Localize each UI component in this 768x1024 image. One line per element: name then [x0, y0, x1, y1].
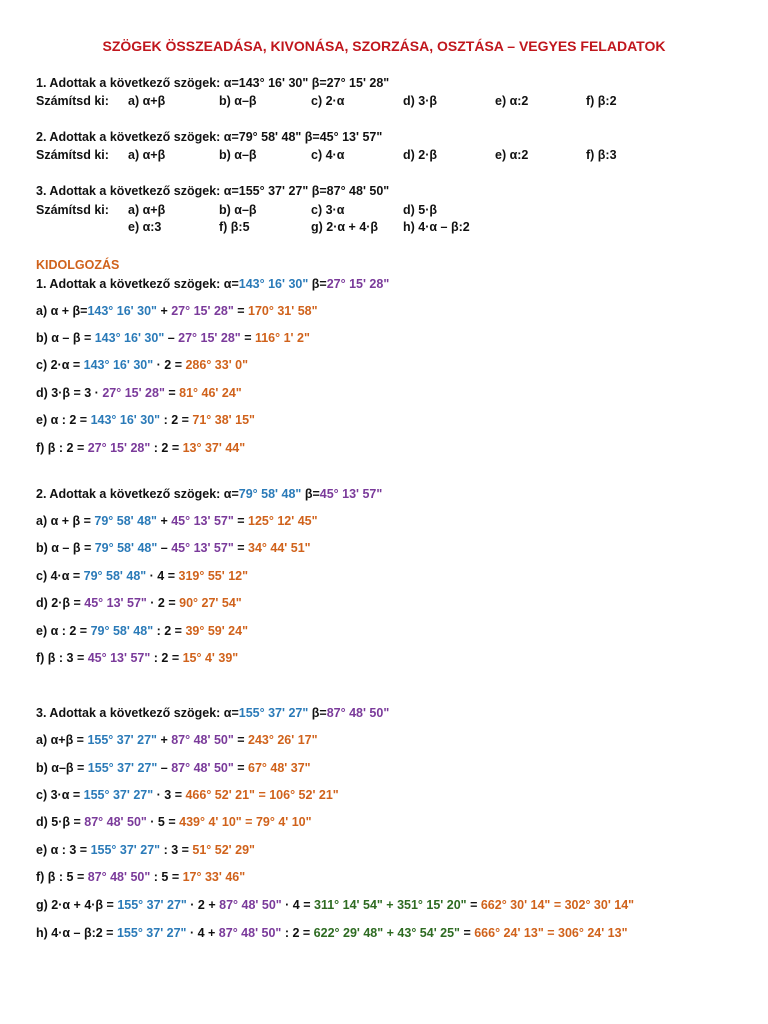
- solution-line: [36, 761, 311, 775]
- solution-line: [36, 815, 312, 829]
- operator-text: · 4 =: [146, 569, 179, 583]
- result-value: 243° 26' 17": [248, 733, 318, 747]
- task-1-item-c: c) 2·α: [311, 94, 345, 108]
- operator-text: · 2 +: [186, 898, 220, 912]
- task-3-label: Számítsd ki:: [36, 203, 109, 217]
- operator-text: =: [164, 386, 180, 400]
- operator-text: : 2 =: [150, 441, 183, 455]
- result-value: 666° 24' 13" = 306° 24' 13": [474, 926, 628, 940]
- operator-text: c) 4·α =: [36, 569, 84, 583]
- result-value: 39° 59' 24": [185, 624, 249, 638]
- beta-value: 27° 15' 28": [178, 331, 241, 345]
- operator-text: · 4 +: [186, 926, 219, 940]
- solution-line: [36, 413, 255, 427]
- operator-text: : 5 =: [150, 870, 183, 884]
- solution-3-beta-label: β=: [308, 706, 327, 720]
- solution-3-given: [36, 706, 389, 720]
- solution-line: [36, 843, 255, 857]
- solution-2-beta-label: β=: [301, 487, 320, 501]
- operator-text: · 2 =: [153, 358, 186, 372]
- alpha-value: 155° 37' 27": [87, 761, 158, 775]
- solution-1-intro: 1. Adottak a következő szögek: α=: [36, 277, 239, 291]
- solution-2-beta: 45° 13' 57": [319, 487, 383, 501]
- solution-1-beta: 27° 15' 28": [326, 277, 390, 291]
- task-1-subtasks: [36, 94, 736, 110]
- task-3-subtasks-row2: [36, 220, 736, 236]
- operator-text: : 2 =: [160, 413, 193, 427]
- task-2-item-a: a) α+β: [128, 148, 166, 162]
- solution-line: [36, 514, 318, 528]
- operator-text: : 3 =: [160, 843, 193, 857]
- alpha-value: 143° 16' 30": [83, 358, 154, 372]
- beta-value: 27° 15' 28": [171, 304, 234, 318]
- intermediate-value: 622° 29' 48" + 43° 54' 25": [313, 926, 460, 940]
- operator-text: : 2 =: [150, 651, 183, 665]
- alpha-value: 155° 37' 27": [87, 733, 157, 747]
- operator-text: b) α – β =: [36, 541, 95, 555]
- operator-text: =: [240, 331, 255, 345]
- operator-text: g) 2·α + 4·β =: [36, 898, 118, 912]
- operator-text: =: [233, 541, 249, 555]
- operator-text: –: [157, 761, 172, 775]
- result-value: 116° 1' 2": [254, 331, 310, 345]
- solution-2-given: [36, 487, 382, 501]
- solution-2-intro: 2. Adottak a következő szögek: α=: [36, 487, 239, 501]
- intermediate-value: 311° 14' 54" + 351° 15' 20": [314, 898, 467, 912]
- operator-text: h) 4·α – β:2 =: [36, 926, 117, 940]
- alpha-value: 79° 58' 48": [83, 569, 147, 583]
- operator-text: –: [157, 541, 172, 555]
- result-value: 662° 30' 14" = 302° 30' 14": [480, 898, 635, 912]
- operator-text: b) α–β =: [36, 761, 88, 775]
- solution-line: [36, 386, 242, 400]
- result-value: 71° 38' 15": [192, 413, 255, 427]
- alpha-value: 155° 37' 27": [83, 788, 154, 802]
- operator-text: d) 3·β = 3 ·: [36, 386, 103, 400]
- solution-line: [36, 331, 310, 345]
- alpha-value: 79° 58' 48": [94, 541, 158, 555]
- task-2-subtasks: [36, 148, 736, 164]
- result-value: 90° 27' 54": [179, 596, 242, 610]
- alpha-value: 143° 16' 30": [87, 304, 157, 318]
- task-3-item-a: a) α+β: [128, 203, 166, 217]
- solution-line: [36, 624, 248, 638]
- task-1-item-e: e) α:2: [495, 94, 529, 108]
- task-1-label: Számítsd ki:: [36, 94, 109, 108]
- task-3-item-g: g) 2·α + 4·β: [311, 220, 379, 234]
- result-value: 34° 44' 51": [248, 541, 311, 555]
- operator-text: =: [233, 733, 249, 747]
- operator-text: · 3 =: [153, 788, 186, 802]
- operator-text: =: [233, 761, 249, 775]
- task-1-given: 1. Adottak a következő szögek: α=143° 16' 30" β=27° 15' 28": [36, 76, 390, 90]
- operator-text: c) 3·α =: [36, 788, 84, 802]
- task-2-item-d: d) 2·β: [403, 148, 438, 162]
- operator-text: a) α+β =: [36, 733, 88, 747]
- result-value: 170° 31' 58": [248, 304, 318, 318]
- operator-text: e) α : 2 =: [36, 624, 91, 638]
- result-value: 466° 52' 21" = 106° 52' 21": [185, 788, 339, 802]
- operator-text: · 4 =: [281, 898, 315, 912]
- task-2-item-e: e) α:2: [495, 148, 529, 162]
- beta-value: 45° 13' 57": [87, 651, 151, 665]
- solution-line: [36, 569, 248, 583]
- operator-text: f) β : 2 =: [36, 441, 88, 455]
- beta-value: 87° 48' 50": [87, 870, 151, 884]
- operator-text: b) α – β =: [36, 331, 95, 345]
- operator-text: =: [459, 926, 475, 940]
- operator-text: : 2 =: [281, 926, 314, 940]
- operator-text: · 5 =: [146, 815, 180, 829]
- task-3-item-h: h) 4·α – β:2: [403, 220, 470, 234]
- beta-value: 45° 13' 57": [84, 596, 147, 610]
- task-2-item-f: f) β:3: [586, 148, 617, 162]
- solution-line: [36, 596, 242, 610]
- result-value: 15° 4' 39": [182, 651, 239, 665]
- task-3-item-f: f) β:5: [219, 220, 250, 234]
- result-value: 439° 4' 10" = 79° 4' 10": [179, 815, 312, 829]
- task-2-label: Számítsd ki:: [36, 148, 109, 162]
- alpha-value: 143° 16' 30": [90, 413, 161, 427]
- solution-line: [36, 926, 628, 940]
- task-3-item-c: c) 3·α: [311, 203, 345, 217]
- beta-value: 27° 15' 28": [102, 386, 165, 400]
- beta-value: 27° 15' 28": [87, 441, 151, 455]
- task-1-item-b: b) α–β: [219, 94, 257, 108]
- operator-text: : 2 =: [153, 624, 186, 638]
- alpha-value: 155° 37' 27": [90, 843, 161, 857]
- beta-value: 87° 48' 50": [219, 898, 282, 912]
- result-value: 81° 46' 24": [179, 386, 242, 400]
- solution-line: [36, 651, 238, 665]
- result-value: 286° 33' 0": [185, 358, 249, 372]
- operator-text: d) 5·β =: [36, 815, 85, 829]
- solution-line: [36, 788, 339, 802]
- alpha-value: 79° 58' 48": [94, 514, 157, 528]
- alpha-value: 143° 16' 30": [94, 331, 165, 345]
- solution-1-alpha: 143° 16' 30": [238, 277, 309, 291]
- task-1-item-f: f) β:2: [586, 94, 617, 108]
- solution-1-given: [36, 277, 389, 291]
- alpha-value: 155° 37' 27": [117, 898, 187, 912]
- solution-line: [36, 304, 318, 318]
- beta-value: 87° 48' 50": [171, 733, 234, 747]
- task-2-given: 2. Adottak a következő szögek: α=79° 58' 48" β=45° 13' 57": [36, 130, 383, 144]
- operator-text: –: [164, 331, 179, 345]
- task-3-subtasks: [36, 203, 736, 219]
- operator-text: f) β : 5 =: [36, 870, 88, 884]
- solution-line: [36, 541, 311, 555]
- task-3-given: 3. Adottak a következő szögek: α=155° 37' 27" β=87° 48' 50": [36, 184, 390, 198]
- task-2-item-c: c) 4·α: [311, 148, 345, 162]
- result-value: 13° 37' 44": [182, 441, 246, 455]
- solution-line: [36, 733, 318, 747]
- task-1-item-d: d) 3·β: [403, 94, 438, 108]
- operator-text: f) β : 3 =: [36, 651, 88, 665]
- operator-text: a) α + β=: [36, 304, 88, 318]
- operator-text: e) α : 2 =: [36, 413, 91, 427]
- operator-text: +: [156, 514, 172, 528]
- solution-line: [36, 358, 248, 372]
- result-value: 17° 33' 46": [182, 870, 246, 884]
- solution-3-intro: 3. Adottak a következő szögek: α=: [36, 706, 239, 720]
- operator-text: =: [233, 304, 249, 318]
- solution-2-alpha: 79° 58' 48": [238, 487, 302, 501]
- task-3-item-e: e) α:3: [128, 220, 162, 234]
- operator-text: +: [156, 733, 172, 747]
- beta-value: 45° 13' 57": [171, 514, 234, 528]
- operator-text: +: [156, 304, 172, 318]
- solution-3-beta: 87° 48' 50": [326, 706, 390, 720]
- alpha-value: 79° 58' 48": [90, 624, 154, 638]
- document-title: SZÖGEK ÖSSZEADÁSA, KIVONÁSA, SZORZÁSA, OSZTÁSA – VEGYES FELADATOK: [102, 38, 666, 54]
- operator-text: c) 2·α =: [36, 358, 84, 372]
- task-3-item-d: d) 5·β: [403, 203, 438, 217]
- solution-line: [36, 898, 634, 912]
- beta-value: 87° 48' 50": [84, 815, 147, 829]
- beta-value: 45° 13' 57": [171, 541, 234, 555]
- beta-value: 87° 48' 50": [171, 761, 234, 775]
- solution-1-beta-label: β=: [308, 277, 327, 291]
- beta-value: 87° 48' 50": [218, 926, 282, 940]
- task-1-item-a: a) α+β: [128, 94, 166, 108]
- result-value: 319° 55' 12": [178, 569, 249, 583]
- result-value: 125° 12' 45": [248, 514, 318, 528]
- operator-text: d) 2·β =: [36, 596, 85, 610]
- solution-heading: KIDOLGOZÁS: [36, 258, 120, 272]
- operator-text: =: [466, 898, 481, 912]
- result-value: 67° 48' 37": [248, 761, 311, 775]
- operator-text: =: [233, 514, 249, 528]
- result-value: 51° 52' 29": [192, 843, 255, 857]
- solution-line: [36, 441, 245, 455]
- operator-text: e) α : 3 =: [36, 843, 91, 857]
- task-3-item-b: b) α–β: [219, 203, 257, 217]
- task-2-item-b: b) α–β: [219, 148, 257, 162]
- solution-line: [36, 870, 245, 884]
- alpha-value: 155° 37' 27": [116, 926, 187, 940]
- operator-text: a) α + β =: [36, 514, 95, 528]
- operator-text: · 2 =: [146, 596, 180, 610]
- solution-3-alpha: 155° 37' 27": [238, 706, 309, 720]
